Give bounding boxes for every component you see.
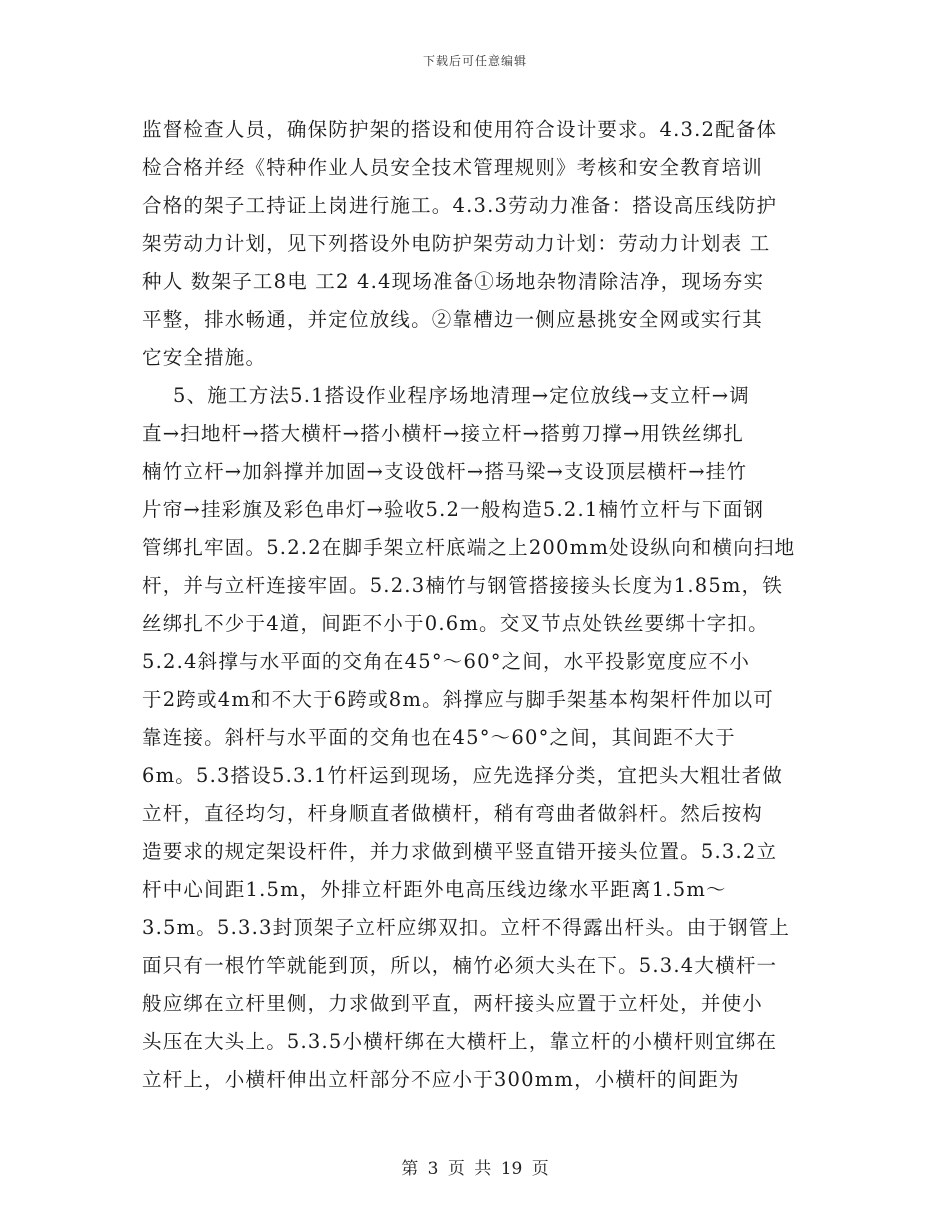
text-line: 靠连接。斜杆与水平面的交角也在45°～60°之间，其间距不大于: [142, 726, 736, 749]
text-line: 立杆上，小横杆伸出立杆部分不应小于300mm，小横杆的间距为: [142, 1068, 740, 1091]
text-line: 架劳动力计划，见下列搭设外电防护架劳动力计划：劳动力计划表 工: [142, 232, 771, 255]
page-footer: 第 3 页 共 19 页: [401, 1159, 549, 1179]
text-line: 楠竹立杆→加斜撑并加固→支设戗杆→搭马梁→支设顶层横杆→挂竹: [142, 460, 748, 483]
text-line: 合格的架子工持证上岗进行施工。4.3.3劳动力准备：搭设高压线防护: [142, 194, 778, 217]
text-line: 直→扫地杆→搭大横杆→搭小横杆→接立杆→搭剪刀撑→用铁丝绑扎: [142, 422, 745, 445]
text-line: 检合格并经《特种作业人员安全技术管理规则》考核和安全教育培训: [142, 156, 764, 179]
document-body: [142, 111, 810, 1099]
page-header: 下载后可任意编辑: [422, 54, 527, 68]
text-line: 般应绑在立杆里侧，力求做到平直，两杆接头应置于立杆处，并使小: [142, 992, 764, 1015]
text-line: 造要求的规定架设杆件，并力求做到横平竖直错开接头位置。5.3.2立: [142, 840, 778, 863]
text-line: 它安全措施。: [142, 346, 267, 369]
text-line: 丝绑扎不少于4道，间距不小于0.6m。交叉节点处铁丝要绑十字扣。: [142, 612, 769, 635]
text-line: 5.2.4斜撑与水平面的交角在45°～60°之间，水平投影宽度应不小: [142, 650, 751, 673]
text-line: 平整，排水畅通，并定位放线。②靠槽边一侧应悬挑安全网或实行其: [142, 308, 764, 331]
text-line: 种人 数架子工8电 工2 4.4现场准备①场地杂物清除洁净，现场夯实: [142, 270, 765, 293]
text-line: 片帘→挂彩旗及彩色串灯→验收5.2一般构造5.2.1楠竹立杆与下面钢: [142, 498, 765, 521]
text-line: 监督检查人员，确保防护架的搭设和使用符合设计要求。4.3.2配备体: [142, 118, 778, 141]
paragraph-start-line: 5、施工方法5.1搭设作业程序场地清理→定位放线→支立杆→调: [173, 384, 750, 407]
text-line: 杆中心间距1.5m，外排立杆距外电高压线边缘水平距离1.5m～: [142, 878, 727, 901]
text-line: 面只有一根竹竿就能到顶，所以，楠竹必须大头在下。5.3.4大横杆一: [142, 954, 778, 977]
text-line: 6m。5.3搭设5.3.1竹杆运到现场，应先选择分类，宜把头大粗壮者做: [142, 764, 784, 787]
text-line: 杆，并与立杆连接牢固。5.2.3楠竹与钢管搭接接头长度为1.85m，铁: [142, 574, 784, 597]
text-line: 3.5m。5.3.3封顶架子立杆应绑双扣。立杆不得露出杆头。由于钢管上: [142, 916, 791, 939]
text-line: 立杆，直径均匀，杆身顺直者做横杆，稍有弯曲者做斜杆。然后按构: [142, 802, 764, 825]
text-line: 管绑扎牢固。5.2.2在脚手架立杆底端之上200mm处设纵向和横向扫地: [142, 536, 796, 559]
text-line: 头压在大头上。5.3.5小横杆绑在大横杆上，靠立杆的小横杆则宜绑在: [142, 1030, 778, 1053]
text-line: 于2跨或4m和不大于6跨或8m。斜撑应与脚手架基本构架杆件加以可: [142, 688, 775, 711]
